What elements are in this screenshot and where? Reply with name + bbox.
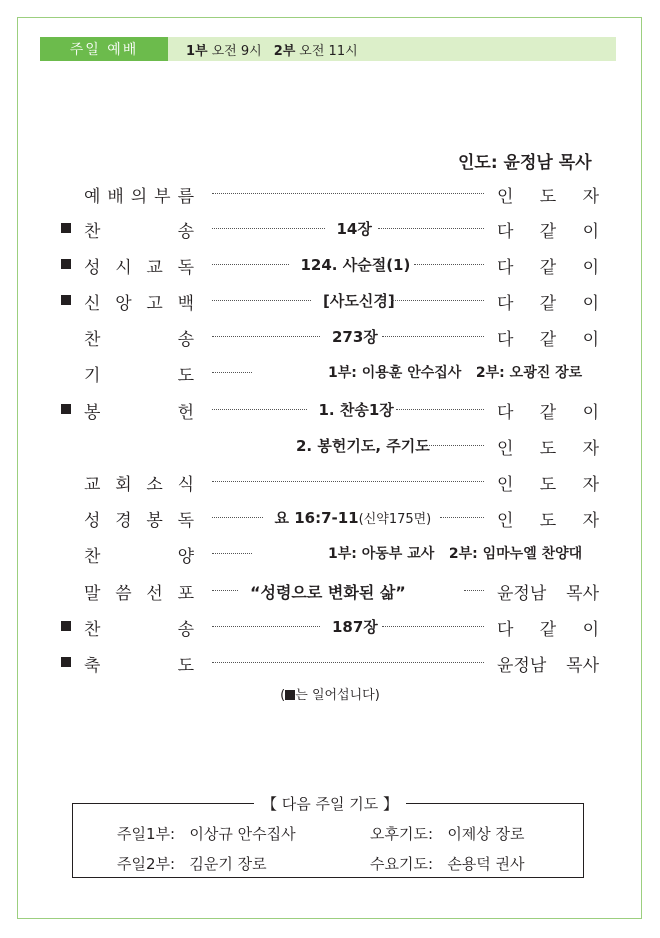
prayer-name: 이제상 장로 <box>433 825 525 843</box>
order-leader: 윤정남 목사 <box>497 584 599 604</box>
order-detail: 187장 <box>332 618 378 636</box>
service1-num: 1부 <box>186 43 208 59</box>
dot-leader <box>382 626 484 627</box>
stand-marker-icon <box>285 690 295 700</box>
prayer-name: 김운기 장로 <box>175 855 267 873</box>
order-detail: 1. 찬송1장 <box>318 401 394 419</box>
order-label: 예 배 의 부 름 <box>84 187 194 207</box>
order-row <box>0 250 660 280</box>
dot-leader <box>391 300 484 301</box>
order-row <box>0 214 660 244</box>
stand-marker-icon <box>61 404 71 414</box>
order-leader: 인 도 자 <box>497 475 599 495</box>
order-label: 성 시 교 독 <box>84 258 194 278</box>
standing-note: ( 는 일어섭니다) <box>280 688 380 703</box>
dot-leader <box>382 336 484 337</box>
order-label: 교 회 소 식 <box>84 475 194 495</box>
prayer-role: 오후기도: <box>370 825 434 843</box>
order-label: 신 앙 고 백 <box>84 294 194 314</box>
prayer-name: 이상규 안수집사 <box>175 825 296 843</box>
service2-time: 오전 11시 <box>299 43 358 59</box>
dot-leader <box>212 372 252 373</box>
prayer-name: 손용덕 권사 <box>433 855 525 873</box>
dot-leader <box>378 228 485 229</box>
dot-leader <box>464 590 484 591</box>
order-row <box>0 286 660 316</box>
dot-leader <box>418 445 484 446</box>
dot-leader <box>212 553 252 554</box>
prayer-box-title: 【 다음 주일 기도 】 <box>254 795 406 813</box>
order-row <box>0 648 660 678</box>
dot-leader <box>396 409 485 410</box>
dot-leader <box>440 517 485 518</box>
order-row <box>0 576 660 606</box>
dot-leader <box>212 264 289 265</box>
order-leader: 다 같 이 <box>497 294 599 314</box>
prayer-entry <box>117 853 267 874</box>
order-split-assignments: 1부: 이용훈 안수집사 2부: 오광진 장로 <box>328 365 583 381</box>
prayer-box-title-wrap <box>0 793 660 814</box>
order-leader: 인 도 자 <box>497 187 599 207</box>
order-row <box>0 612 660 642</box>
dot-leader <box>212 193 484 194</box>
service-title: 주일 예배 <box>40 37 168 61</box>
order-leader: 인 도 자 <box>497 511 599 531</box>
dot-leader <box>212 228 325 229</box>
service1-time: 오전 9시 <box>211 43 262 59</box>
order-label: 찬 양 <box>84 547 194 567</box>
order-leader: 다 같 이 <box>497 403 599 423</box>
dot-leader <box>212 336 320 337</box>
prayer-role: 주일2부: <box>117 855 176 873</box>
order-row <box>0 395 660 425</box>
order-split-assignments: 1부: 아동부 교사 2부: 임마누엘 찬양대 <box>328 546 583 562</box>
order-leader: 다 같 이 <box>497 620 599 640</box>
order-detail: 124. 사순절(1) <box>300 256 411 274</box>
dot-leader <box>212 590 238 591</box>
order-label: 기 도 <box>84 366 194 386</box>
order-leader: 다 같 이 <box>497 330 599 350</box>
order-label: 찬 송 <box>84 620 194 640</box>
dot-leader <box>212 662 484 663</box>
order-detail: [사도신경] <box>323 292 395 310</box>
prayer-role: 주일1부: <box>117 825 176 843</box>
order-detail: “성령으로 변화된 삶” <box>250 583 406 602</box>
dot-leader <box>212 481 484 482</box>
order-label: 찬 송 <box>84 222 194 242</box>
order-label: 성 경 봉 독 <box>84 511 194 531</box>
order-detail: 요 16:7-11(신약175면) <box>274 509 432 527</box>
dot-leader <box>212 626 320 627</box>
stand-marker-icon <box>61 223 71 233</box>
order-row <box>0 358 660 388</box>
prayer-role: 수요기도: <box>370 855 434 873</box>
order-leader: 다 같 이 <box>497 222 599 242</box>
stand-marker-icon <box>61 259 71 269</box>
order-row <box>0 322 660 352</box>
order-detail: 14장 <box>336 220 372 238</box>
order-detail: 2. 봉헌기도, 주기도 <box>296 437 430 455</box>
order-row <box>0 539 660 569</box>
order-row <box>0 503 660 533</box>
stand-marker-icon <box>61 621 71 631</box>
stand-marker-icon <box>61 295 71 305</box>
order-row <box>0 179 660 209</box>
order-row <box>0 431 660 461</box>
order-label: 말 씀 선 포 <box>84 584 194 604</box>
service-times <box>186 37 358 61</box>
stand-marker-icon <box>61 657 71 667</box>
order-label: 축 도 <box>84 656 194 676</box>
order-label: 찬 송 <box>84 330 194 350</box>
prayer-entry <box>117 823 296 844</box>
order-leader: 다 같 이 <box>497 258 599 278</box>
dot-leader <box>212 517 263 518</box>
prayer-entry <box>370 823 525 844</box>
dot-leader <box>212 409 307 410</box>
dot-leader <box>414 264 485 265</box>
dot-leader <box>212 300 311 301</box>
order-label: 봉 헌 <box>84 403 194 423</box>
worship-leader: 인도: 윤정남 목사 <box>458 153 592 173</box>
order-row <box>0 467 660 497</box>
prayer-entry <box>370 853 525 874</box>
order-leader: 인 도 자 <box>497 439 599 459</box>
service2-num: 2부 <box>273 43 296 59</box>
order-leader: 윤정남 목사 <box>497 656 599 676</box>
order-detail: 273장 <box>332 328 378 346</box>
